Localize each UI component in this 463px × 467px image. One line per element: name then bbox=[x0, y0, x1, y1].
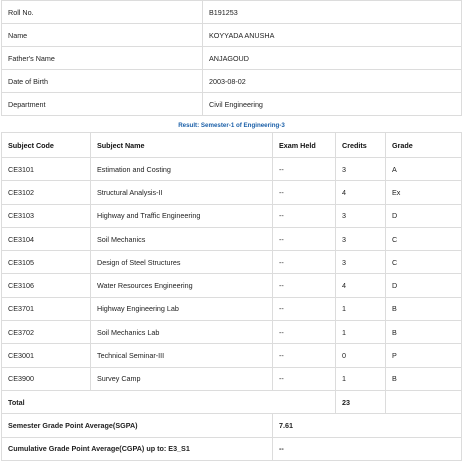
total-row bbox=[2, 390, 462, 413]
subject-name-cell: Highway Engineering Lab bbox=[91, 297, 273, 320]
credits-cell: 4 bbox=[336, 181, 386, 204]
grades-header-row bbox=[2, 133, 462, 158]
exam-held-cell: -- bbox=[273, 344, 336, 367]
info-value: Civil Engineering bbox=[203, 93, 462, 116]
subject-name-cell: Design of Steel Structures bbox=[91, 251, 273, 274]
grade-cell: Ex bbox=[386, 181, 462, 204]
exam-held-cell: -- bbox=[273, 227, 336, 250]
header-subject-name: Subject Name bbox=[91, 133, 273, 158]
exam-held-cell: -- bbox=[273, 321, 336, 344]
subject-name-cell: Technical Seminar-III bbox=[91, 344, 273, 367]
cgpa-value: -- bbox=[273, 437, 462, 460]
credits-cell: 0 bbox=[336, 344, 386, 367]
exam-held-cell: -- bbox=[273, 158, 336, 181]
subject-name-cell: Survey Camp bbox=[91, 367, 273, 390]
result-caption: Result: Semester-1 of Engineering-3 bbox=[178, 122, 285, 129]
subject-row bbox=[2, 227, 462, 250]
cgpa-row bbox=[2, 437, 462, 460]
result-page bbox=[1, 0, 462, 461]
exam-held-cell: -- bbox=[273, 274, 336, 297]
subject-row bbox=[2, 321, 462, 344]
subject-row bbox=[2, 274, 462, 297]
subject-code-cell: CE3101 bbox=[2, 158, 91, 181]
credits-cell: 3 bbox=[336, 227, 386, 250]
info-value: KOYYADA ANUSHA bbox=[203, 24, 462, 47]
student-info-table bbox=[1, 0, 462, 116]
info-label: Roll No. bbox=[2, 1, 203, 24]
subject-name-cell: Soil Mechanics Lab bbox=[91, 321, 273, 344]
subject-row bbox=[2, 367, 462, 390]
subject-code-cell: CE3105 bbox=[2, 251, 91, 274]
grade-cell: P bbox=[386, 344, 462, 367]
exam-held-cell: -- bbox=[273, 181, 336, 204]
subject-row bbox=[2, 297, 462, 320]
grade-cell: D bbox=[386, 204, 462, 227]
info-label: Father's Name bbox=[2, 47, 203, 70]
grade-cell: B bbox=[386, 367, 462, 390]
sgpa-row bbox=[2, 414, 462, 437]
sgpa-label: Semester Grade Point Average(SGPA) bbox=[2, 414, 273, 437]
grade-cell: B bbox=[386, 321, 462, 344]
total-grade-empty bbox=[386, 390, 462, 413]
credits-cell: 4 bbox=[336, 274, 386, 297]
header-exam-held: Exam Held bbox=[273, 133, 336, 158]
header-grade: Grade bbox=[386, 133, 462, 158]
exam-held-cell: -- bbox=[273, 297, 336, 320]
subject-name-cell: Highway and Traffic Engineering bbox=[91, 204, 273, 227]
exam-held-cell: -- bbox=[273, 204, 336, 227]
total-label: Total bbox=[2, 390, 336, 413]
subject-name-cell: Estimation and Costing bbox=[91, 158, 273, 181]
student-info-row bbox=[2, 47, 462, 70]
credits-cell: 3 bbox=[336, 158, 386, 181]
subject-code-cell: CE3001 bbox=[2, 344, 91, 367]
subject-row bbox=[2, 204, 462, 227]
subject-code-cell: CE3900 bbox=[2, 367, 91, 390]
exam-held-cell: -- bbox=[273, 251, 336, 274]
cgpa-label: Cumulative Grade Point Average(CGPA) up to: E3_S1 bbox=[2, 437, 273, 460]
credits-cell: 1 bbox=[336, 321, 386, 344]
subject-name-cell: Water Resources Engineering bbox=[91, 274, 273, 297]
subject-name-cell: Structural Analysis-II bbox=[91, 181, 273, 204]
credits-cell: 3 bbox=[336, 204, 386, 227]
header-subject-code: Subject Code bbox=[2, 133, 91, 158]
grades-table bbox=[1, 132, 462, 461]
subject-row bbox=[2, 158, 462, 181]
total-credits: 23 bbox=[336, 390, 386, 413]
subject-row bbox=[2, 181, 462, 204]
grade-cell: B bbox=[386, 297, 462, 320]
grade-cell: C bbox=[386, 251, 462, 274]
subject-row bbox=[2, 251, 462, 274]
student-info-row bbox=[2, 1, 462, 24]
subject-code-cell: CE3106 bbox=[2, 274, 91, 297]
info-value: ANJAGOUD bbox=[203, 47, 462, 70]
grade-cell: C bbox=[386, 227, 462, 250]
subject-code-cell: CE3701 bbox=[2, 297, 91, 320]
subject-code-cell: CE3104 bbox=[2, 227, 91, 250]
credits-cell: 3 bbox=[336, 251, 386, 274]
student-info-row bbox=[2, 93, 462, 116]
grade-cell: A bbox=[386, 158, 462, 181]
header-credits: Credits bbox=[336, 133, 386, 158]
subject-code-cell: CE3102 bbox=[2, 181, 91, 204]
info-value: 2003-08-02 bbox=[203, 70, 462, 93]
credits-cell: 1 bbox=[336, 297, 386, 320]
subject-code-cell: CE3103 bbox=[2, 204, 91, 227]
grade-cell: D bbox=[386, 274, 462, 297]
sgpa-value: 7.61 bbox=[273, 414, 462, 437]
student-info-row bbox=[2, 24, 462, 47]
exam-held-cell: -- bbox=[273, 367, 336, 390]
info-label: Name bbox=[2, 24, 203, 47]
student-info-row bbox=[2, 70, 462, 93]
info-label: Date of Birth bbox=[2, 70, 203, 93]
subject-row bbox=[2, 344, 462, 367]
info-value: B191253 bbox=[203, 1, 462, 24]
subject-name-cell: Soil Mechanics bbox=[91, 227, 273, 250]
credits-cell: 1 bbox=[336, 367, 386, 390]
info-label: Department bbox=[2, 93, 203, 116]
subject-code-cell: CE3702 bbox=[2, 321, 91, 344]
